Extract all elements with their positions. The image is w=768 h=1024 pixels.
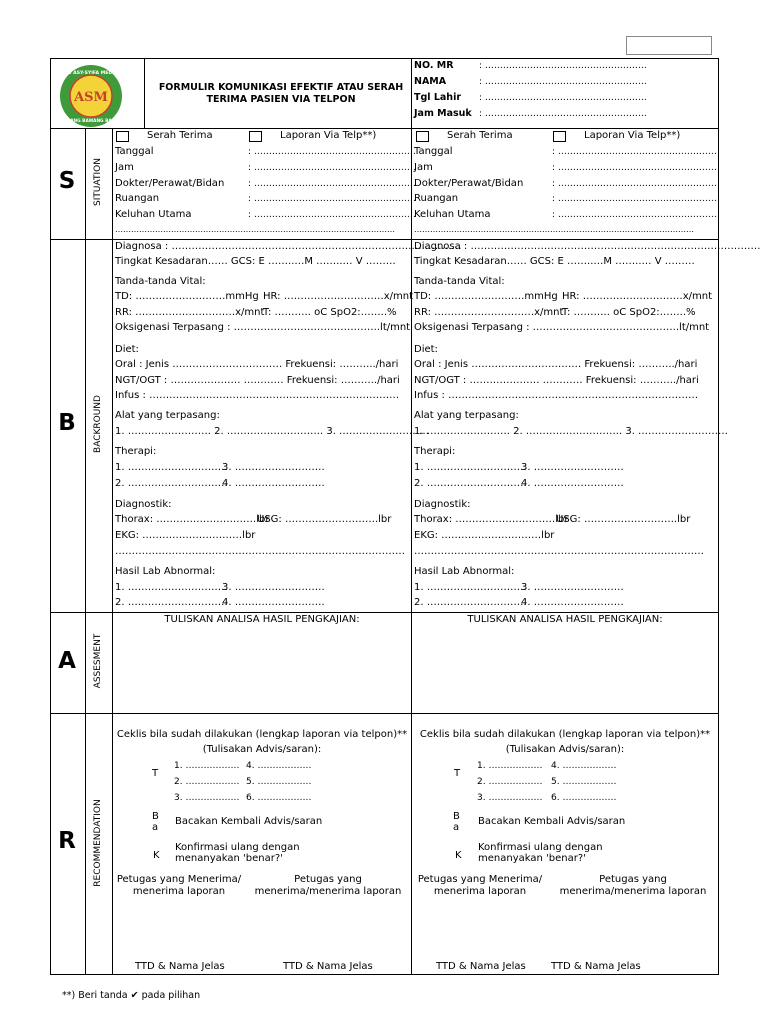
jam-label: Jam <box>115 162 134 173</box>
diagnostik-dots[interactable]: …………………………………………………………………………… <box>414 546 704 557</box>
diet-title: Diet: <box>414 344 438 355</box>
diet-title: Diet: <box>115 344 139 355</box>
footnote: **) Beri tanda ✔ pada pilihan <box>62 990 201 1001</box>
tanggal-value[interactable]: : ……………………………………………… <box>552 147 720 157</box>
nama-label: NAMA <box>414 76 447 87</box>
dokter-label: Dokter/Perawat/Bidan <box>414 178 524 189</box>
rr-field[interactable]: RR: …………………………x/mnt <box>115 307 265 318</box>
form-title: FORMULIR KOMUNIKASI EFEKTIF ATAU SERAH TERIMA PASIEN VIA TELPON <box>158 82 404 105</box>
therapi-4[interactable]: 4. ……………………… <box>222 478 325 489</box>
jam-masuk-label: Jam Masuk <box>414 108 472 119</box>
tgl-lahir-value[interactable]: : ……………………………………………… <box>479 93 647 103</box>
jam-label: Jam <box>414 162 433 173</box>
ttd-penerima[interactable]: TTD & Nama Jelas <box>436 961 526 972</box>
section-letter-b: B <box>58 410 76 436</box>
benar-label: menanyakan 'benar?' <box>175 853 283 864</box>
jam-value[interactable]: : ……………………………………………… <box>248 163 416 173</box>
vital-title: Tanda-tanda Vital: <box>414 276 505 287</box>
advis-instruction: (Tulisakan Advis/saran): <box>202 744 322 755</box>
advis-instruction: (Tulisakan Advis/saran): <box>505 744 625 755</box>
mr-value[interactable]: : ……………………………………………… <box>479 61 647 71</box>
tgl-lahir-label: Tgl Lahir <box>414 92 462 103</box>
kesadaran-field[interactable]: Tingkat Kesadaran…… GCS: E ……..…M ……..… V ……… <box>115 256 396 267</box>
lab-3[interactable]: 3. ……………………… <box>222 582 325 593</box>
vertical-label-background: BACKROUND <box>93 395 103 453</box>
diagnostik-title: Diagnostik: <box>115 499 172 510</box>
laporan-telp-label: Laporan Via Telp**) <box>280 130 377 141</box>
thorax-field[interactable]: Thorax: …………………………lbr <box>414 514 569 525</box>
logo-top-text: RSU ASY-SYIFA MEDIKA <box>60 71 122 76</box>
advis-3[interactable]: 3. ……………… <box>174 793 240 803</box>
konfirmasi-label: Konfirmasi ulang dengan <box>478 842 603 853</box>
vital-title: Tanda-tanda Vital: <box>115 276 206 287</box>
section-letter-s: S <box>58 168 76 194</box>
jam-value[interactable]: : ……………………………………………… <box>552 163 720 173</box>
ttd-pelapor[interactable]: TTD & Nama Jelas <box>283 961 373 972</box>
dokter-value[interactable]: : ……………………………………………… <box>552 179 720 189</box>
ruangan-value[interactable]: : ……………………………………………… <box>552 194 720 204</box>
td-field[interactable]: TD: ………………………mmHg <box>115 291 259 302</box>
advis-5[interactable]: 5. ……………… <box>246 777 312 787</box>
lab-1[interactable]: 1. ………………………… <box>414 582 527 593</box>
a-label: a <box>453 822 460 833</box>
advis-5[interactable]: 5. ……………… <box>551 777 617 787</box>
kesadaran-field[interactable]: Tingkat Kesadaran…… GCS: E ……..…M ……..… V ……… <box>414 256 695 267</box>
tanggal-value[interactable]: : ……………………………………………… <box>248 147 416 157</box>
lab-4[interactable]: 4. ……………………… <box>222 597 325 608</box>
dokter-label: Dokter/Perawat/Bidan <box>115 178 225 189</box>
bacakan-label: Bacakan Kembali Advis/saran <box>175 816 323 827</box>
divider <box>85 128 86 975</box>
k-label: K <box>455 850 462 861</box>
therapi-2[interactable]: 2. ………………………… <box>414 478 527 489</box>
alat-field[interactable]: 1. ……………………. 2. ……………………….. 3. ……………………… <box>414 426 729 437</box>
lab-title: Hasil Lab Abnormal: <box>414 566 515 577</box>
advis-3[interactable]: 3. ……………… <box>477 793 543 803</box>
t-label: T <box>454 768 461 779</box>
usg-field[interactable]: USG: ……………………….lbr <box>257 514 392 525</box>
advis-2[interactable]: 2. ……………… <box>174 777 240 787</box>
advis-2[interactable]: 2. ……………… <box>477 777 543 787</box>
logo-mark: ASM <box>74 90 108 105</box>
petugas-penerima: Petugas yang Menerima/ menerima laporan <box>116 874 242 897</box>
ceklis-instruction: Ceklis bila sudah dilakukan (lengkap laporan via telpon)** <box>116 729 408 740</box>
petugas-pelapor: Petugas yang menerima/menerima laporan <box>254 874 402 897</box>
diagnostik-dots[interactable]: …………………………………………………………………………… <box>115 546 405 557</box>
lab-2[interactable]: 2. ………………………… <box>115 597 228 608</box>
ceklis-instruction: Ceklis bila sudah dilakukan (lengkap laporan via telpon)** <box>419 729 711 740</box>
ekg-field[interactable]: EKG: …………………………lbr <box>115 530 256 541</box>
mr-label: NO. MR <box>414 60 454 71</box>
assessment-heading-left: TULISKAN ANALISA HASIL PENGKAJIAN: <box>164 614 360 625</box>
laporan-telp-label: Laporan Via Telp**) <box>584 130 681 141</box>
keluhan-label: Keluhan Utama <box>115 209 192 220</box>
therapi-title: Therapi: <box>115 446 157 457</box>
temp-spo2-field[interactable]: T: ……….. oC SpO2:……..% <box>263 307 397 318</box>
diagnosa-field[interactable]: Diagnosa : …………………………………………………………………………… <box>115 241 462 252</box>
ngt-field[interactable]: NGT/OGT : ………………… ………… Frekuensi: ………../hari <box>115 375 400 386</box>
therapi-title: Therapi: <box>414 446 456 457</box>
bacakan-label: Bacakan Kembali Advis/saran <box>478 816 626 827</box>
advis-6[interactable]: 6. ……………… <box>551 793 617 803</box>
section-letter-a: A <box>58 648 76 674</box>
situation-dots[interactable]: …………………………………………………………………………………………… <box>414 225 694 234</box>
diagnosa-field[interactable]: Diagnosa : …………………………………………………………………………… <box>414 241 761 252</box>
advis-1[interactable]: 1. ……………… <box>174 761 240 771</box>
ruangan-value[interactable]: : ……………………………………………… <box>248 194 416 204</box>
therapi-3[interactable]: 3. ……………………… <box>521 462 624 473</box>
serah-terima-label: Serah Terima <box>147 130 213 141</box>
lab-1[interactable]: 1. ………………………… <box>115 582 228 593</box>
jam-masuk-value[interactable]: : ……………………………………………… <box>479 109 647 119</box>
oksigenasi-field[interactable]: Oksigenasi Terpasang : ……………………………………..lt/mnt <box>414 322 710 333</box>
hr-field[interactable]: HR: …………………………x/mnt <box>263 291 413 302</box>
logo-bottom-text: TULANG BAWANG BARAT <box>61 119 121 124</box>
a-label: a <box>152 822 159 833</box>
therapi-1[interactable]: 1. ………………………… <box>414 462 527 473</box>
dokter-value[interactable]: : ……………………………………………… <box>248 179 416 189</box>
oksigenasi-field[interactable]: Oksigenasi Terpasang : ……………………………………..lt/mnt <box>115 322 411 333</box>
b-label: B <box>152 811 159 822</box>
vertical-label-situation: SITUATION <box>93 158 103 206</box>
infus-field[interactable]: Infus : ………………………………………………………………… <box>115 390 400 401</box>
k-label: K <box>153 850 160 861</box>
b-label: B <box>453 811 460 822</box>
ruangan-label: Ruangan <box>115 193 160 204</box>
td-field[interactable]: TD: ………………………mmHg <box>414 291 558 302</box>
therapi-2[interactable]: 2. ………………………… <box>115 478 228 489</box>
tanggal-label: Tanggal <box>414 146 453 157</box>
alat-title: Alat yang terpasang: <box>414 410 519 421</box>
ttd-penerima[interactable]: TTD & Nama Jelas <box>135 961 225 972</box>
divider <box>112 128 113 975</box>
situation-dots[interactable]: …………………………………………………………………………………………… <box>115 225 395 234</box>
usg-field[interactable]: USG: ……………………….lbr <box>556 514 691 525</box>
alat-title: Alat yang terpasang: <box>115 410 220 421</box>
lab-2[interactable]: 2. ………………………… <box>414 597 527 608</box>
therapi-1[interactable]: 1. ………………………… <box>115 462 228 473</box>
hr-field[interactable]: HR: …………………………x/mnt <box>562 291 712 302</box>
oral-field[interactable]: Oral : Jenis …………………………… Frekuensi: ………../hari <box>115 359 399 370</box>
petugas-penerima: Petugas yang Menerima/ menerima laporan <box>417 874 543 897</box>
keluhan-value[interactable]: : ……………………………………………… <box>552 210 720 220</box>
advis-4[interactable]: 4. ……………… <box>551 761 617 771</box>
advis-4[interactable]: 4. ……………… <box>246 761 312 771</box>
t-label: T <box>152 768 159 779</box>
rr-field[interactable]: RR: …………………………x/mnt <box>414 307 564 318</box>
serah-terima-label: Serah Terima <box>447 130 513 141</box>
lab-3[interactable]: 3. ……………………… <box>521 582 624 593</box>
therapi-4[interactable]: 4. ……………………… <box>521 478 624 489</box>
infus-field[interactable]: Infus : ………………………………………………………………… <box>414 390 699 401</box>
lab-4[interactable]: 4. ……………………… <box>521 597 624 608</box>
benar-label: menanyakan 'benar?' <box>478 853 586 864</box>
tanggal-label: Tanggal <box>115 146 154 157</box>
section-letter-r: R <box>58 828 76 854</box>
vertical-label-recommendation: RECOMMENDATION <box>93 799 103 887</box>
assessment-heading-right: TULISKAN ANALISA HASIL PENGKAJIAN: <box>467 614 663 625</box>
advis-6[interactable]: 6. ……………… <box>246 793 312 803</box>
temp-spo2-field[interactable]: T: ……….. oC SpO2:……..% <box>562 307 696 318</box>
vertical-label-assessment: ASSESMENT <box>93 633 103 689</box>
petugas-pelapor: Petugas yang menerima/menerima laporan <box>559 874 707 897</box>
ruangan-label: Ruangan <box>414 193 459 204</box>
therapi-3[interactable]: 3. ……………………… <box>222 462 325 473</box>
ngt-field[interactable]: NGT/OGT : ………………… ………… Frekuensi: ………../hari <box>414 375 699 386</box>
ekg-field[interactable]: EKG: …………………………lbr <box>414 530 555 541</box>
hospital-logo <box>59 64 123 128</box>
konfirmasi-label: Konfirmasi ulang dengan <box>175 842 300 853</box>
advis-1[interactable]: 1. ……………… <box>477 761 543 771</box>
keluhan-label: Keluhan Utama <box>414 209 491 220</box>
ttd-pelapor[interactable]: TTD & Nama Jelas <box>551 961 641 972</box>
lab-title: Hasil Lab Abnormal: <box>115 566 216 577</box>
thorax-field[interactable]: Thorax: …………………………lbr <box>115 514 270 525</box>
keluhan-value[interactable]: : ……………………………………………… <box>248 210 416 220</box>
background-right <box>414 0 761 1024</box>
oral-field[interactable]: Oral : Jenis …………………………… Frekuensi: ………../hari <box>414 359 698 370</box>
diagnostik-title: Diagnostik: <box>414 499 471 510</box>
nama-value[interactable]: : ……………………………………………… <box>479 77 647 87</box>
alat-field[interactable]: 1. ……………………. 2. ……………………….. 3. ……………………… <box>115 426 430 437</box>
